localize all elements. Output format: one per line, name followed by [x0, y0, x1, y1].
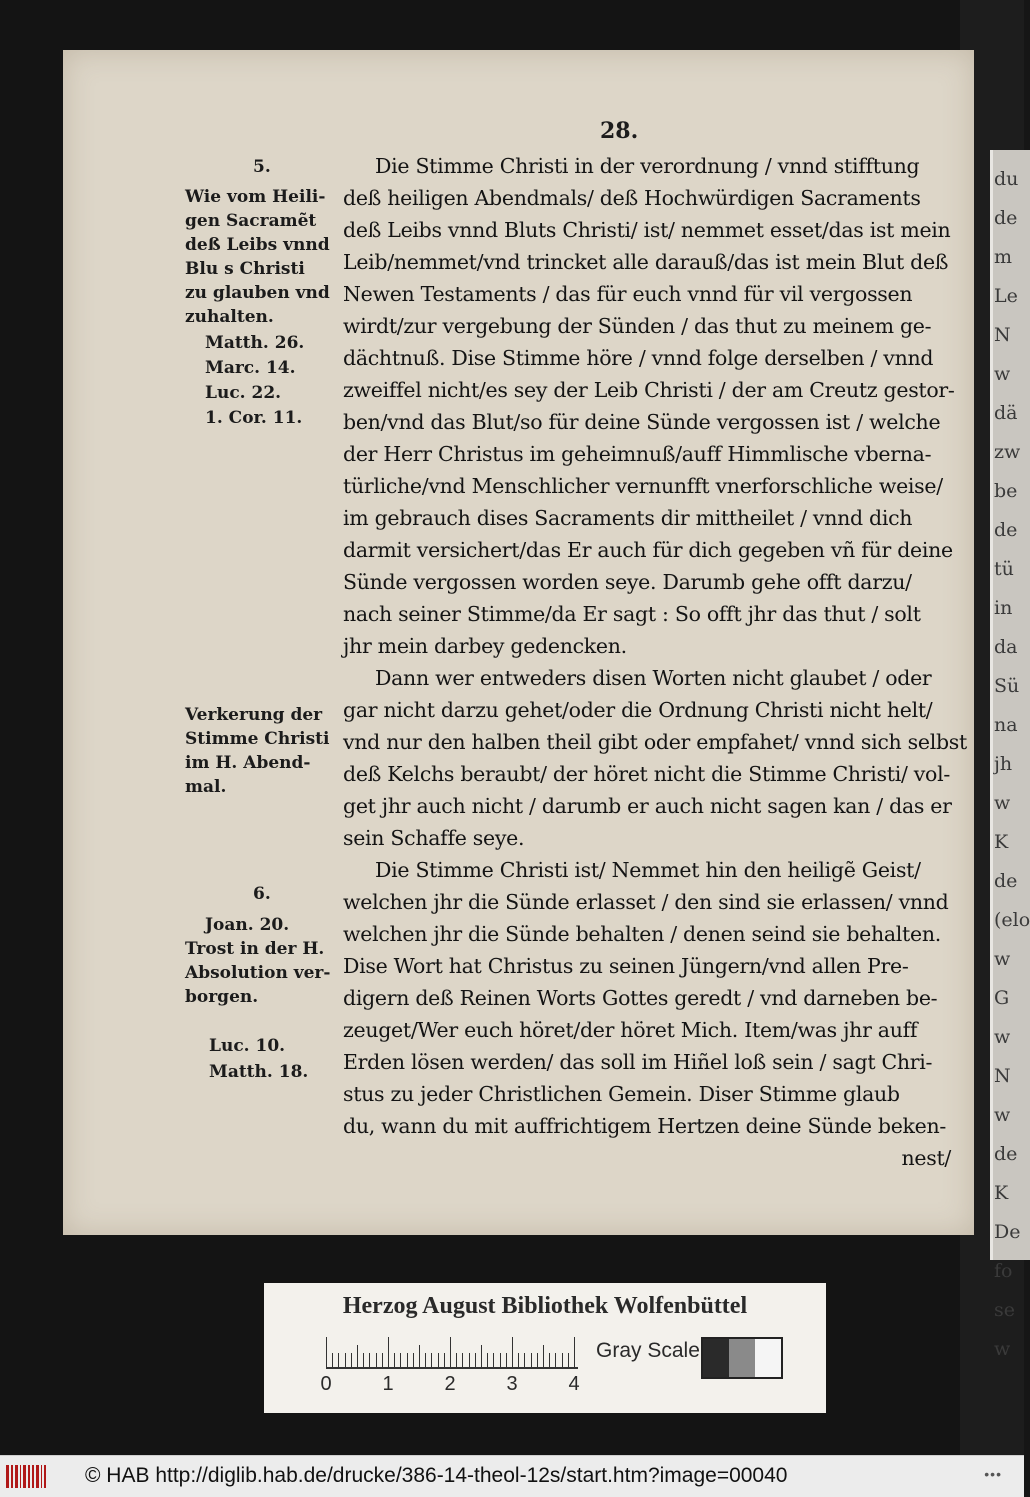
text-line: welchen jhr die Sünde behalten / denen seind sie behalten.	[343, 922, 941, 946]
text-line: der Herr Christus im geheimnuß/auff Himmlische vberna-	[343, 442, 932, 466]
ruler-tick	[382, 1353, 383, 1367]
ruler-tick	[469, 1353, 470, 1367]
margin-note: Verkerung der Stimme Christi im H. Abend- mal.	[185, 705, 330, 797]
next-page-fragment: da	[994, 636, 1018, 658]
next-page-fragment: w	[994, 1104, 1011, 1126]
ruler-tick	[500, 1353, 501, 1367]
margin-note: Wie vom Heili- gen Sacramẽt deß Leibs vnnd Blu s Christi zu glauben vnd zuhalten.	[185, 187, 330, 327]
text-line: ben/vnd das Blut/so für deine Sünde vergossen ist / welche	[343, 410, 941, 434]
next-page-fragment: de	[994, 207, 1018, 229]
next-page-fragment: Sü	[994, 675, 1020, 697]
barcode-bar	[32, 1465, 34, 1488]
margin-note: Joan. 20.	[205, 915, 290, 935]
color-calibration-card	[264, 1283, 826, 1413]
ruler-tick	[543, 1345, 544, 1367]
ruler-tick	[425, 1353, 426, 1367]
ruler-tick	[487, 1353, 488, 1367]
ruler-tick	[531, 1353, 532, 1367]
text-line: Sünde vergossen worden seye. Darumb gehe offt darzu/	[343, 570, 912, 594]
copyright-url[interactable]: © HAB http://diglib.hab.de/drucke/386-14-theol-12s/start.htm?image=00040	[85, 1464, 788, 1487]
barcode-bar	[6, 1465, 9, 1488]
next-page-fragments	[994, 160, 1030, 1369]
page-number: 28.	[600, 118, 639, 144]
scale-number: 4	[568, 1373, 580, 1395]
text-line: deß Leibs vnnd Bluts Christi/ ist/ nemmet esset/das ist mein	[343, 218, 951, 242]
gray-swatch-dark	[703, 1339, 729, 1377]
ruler-tick	[462, 1353, 463, 1367]
ruler-tick	[506, 1353, 507, 1367]
next-page-fragment: be	[994, 480, 1018, 502]
ruler-tick	[369, 1353, 370, 1367]
next-page-fragment: zw	[994, 441, 1021, 463]
text-line: nach seiner Stimme/da Er sagt : So offt jhr das thut / solt	[343, 602, 921, 626]
next-page-fragment: m	[994, 246, 1013, 268]
ruler-tick	[388, 1337, 389, 1367]
barcode-bar	[41, 1465, 42, 1488]
margin-note: 6.	[253, 884, 271, 904]
text-line: Erden lösen werden/ das soll im Hiñel loß sein / sagt Chri-	[343, 1050, 933, 1074]
ruler-tick	[537, 1353, 538, 1367]
text-line: stus zu jeder Christlichen Gemein. Diser Stimme glaub	[343, 1082, 900, 1106]
text-line: deß heiligen Abendmals/ deß Hochwürdigen Sacraments	[343, 186, 921, 210]
ruler-tick	[568, 1353, 569, 1367]
next-page-fragment: K	[994, 1182, 1009, 1204]
ruler-tick	[549, 1353, 550, 1367]
text-line: dächtnuß. Dise Stimme höre / vnnd folge derselben / vnnd	[343, 346, 934, 370]
next-page-fragment: w	[994, 948, 1011, 970]
ruler-tick	[357, 1345, 358, 1367]
next-page-fragment: K	[994, 831, 1009, 853]
gray-scale-swatches	[701, 1337, 783, 1379]
next-page-fragment: N	[994, 324, 1011, 346]
text-line: vnd nur den halben theil gibt oder empfahet/ vnnd sich selbst	[343, 730, 967, 754]
next-page-fragment: Le	[994, 285, 1018, 307]
text-line: welchen jhr die Sünde erlasset / den sind sie erlassen/ vnnd	[343, 890, 949, 914]
library-name: Herzog August Bibliothek Wolfenbüttel	[342, 1293, 748, 1319]
text-line: Die Stimme Christi in der verordnung / vnnd stifftung	[375, 154, 920, 178]
gray-scale-label: Gray Scale	[596, 1339, 700, 1362]
text-line: Newen Testaments / das für euch vnnd für vil vergossen	[343, 282, 913, 306]
ruler-tick	[394, 1353, 395, 1367]
more-icon[interactable]: •••	[984, 1466, 1002, 1482]
barcode-bar	[20, 1465, 21, 1488]
ruler-tick	[518, 1353, 519, 1367]
next-page-fragment: fo	[994, 1260, 1013, 1282]
next-page-fragment: tü	[994, 558, 1014, 580]
scale-number: 1	[382, 1373, 394, 1395]
barcode-bar	[28, 1465, 30, 1488]
text-line: im gebrauch dises Sacraments dir mittheilet / vnnd dich	[343, 506, 913, 530]
scale-ruler	[326, 1335, 578, 1369]
next-page-fragment: De	[994, 1221, 1021, 1243]
text-line: get jhr auch nicht / darumb er auch nicht sagen kan / das er	[343, 794, 952, 818]
text-line: sein Schaffe seye.	[343, 826, 525, 850]
ruler-tick	[524, 1353, 525, 1367]
next-page-fragment: dä	[994, 402, 1018, 424]
next-page-fragment: se	[994, 1299, 1015, 1321]
text-line: gar nicht darzu gehet/oder die Ordnung Christi nicht helt/	[343, 698, 933, 722]
text-line: Dann wer entweders disen Worten nicht glaubet / oder	[375, 666, 932, 690]
text-line: wirdt/zur vergebung der Sünden / das thut zu meinem ge-	[343, 314, 932, 338]
ruler-tick	[338, 1353, 339, 1367]
ruler-tick	[413, 1353, 414, 1367]
ruler-tick	[407, 1353, 408, 1367]
status-bar	[0, 1455, 1024, 1497]
ruler-tick	[481, 1345, 482, 1367]
next-page-fragment: du	[994, 168, 1019, 190]
next-page-fragment: na	[994, 714, 1018, 736]
next-page-fragment: w	[994, 1338, 1011, 1360]
text-line: zeuget/Wer euch höret/der höret Mich. Item/was jhr auff	[343, 1018, 918, 1042]
next-page-fragment: jh	[994, 753, 1013, 775]
text-line: du, wann du mit auffrichtigem Hertzen deine Sünde beken-	[343, 1114, 947, 1138]
text-line: digern deß Reinen Worts Gottes geredt / vnd darneben be-	[343, 986, 938, 1010]
ruler-tick	[562, 1353, 563, 1367]
page-edge-stripe	[990, 150, 993, 1260]
next-page-fragment: G	[994, 987, 1010, 1009]
ruler-tick	[456, 1353, 457, 1367]
barcode-bar	[23, 1465, 26, 1488]
ruler-tick	[326, 1337, 327, 1367]
margin-note: Matth. 26. Marc. 14. Luc. 22. 1. Cor. 11.	[205, 333, 305, 428]
text-line: zweiffel nicht/es sey der Leib Christi / der am Creutz gestor-	[343, 378, 955, 402]
next-page-fragment: N	[994, 1065, 1011, 1087]
barcode-icon	[6, 1465, 46, 1488]
margin-note: Luc. 10. Matth. 18.	[209, 1036, 309, 1082]
next-page-fragment: w	[994, 363, 1011, 385]
margin-note: Trost in der H. Absolution ver- borgen.	[185, 939, 331, 1007]
barcode-bar	[11, 1465, 13, 1488]
ruler-tick	[351, 1353, 352, 1367]
ruler-tick	[400, 1353, 401, 1367]
ruler-tick	[431, 1353, 432, 1367]
ruler-tick	[493, 1353, 494, 1367]
text-line: jhr mein darbey gedencken.	[343, 634, 627, 658]
text-line: deß Kelchs beraubt/ der höret nicht die Stimme Christi/ vol-	[343, 762, 950, 786]
barcode-bar	[36, 1465, 39, 1488]
barcode-bar	[44, 1465, 46, 1488]
scale-number: 0	[320, 1373, 332, 1395]
text-line: darmit versichert/das Er auch für dich gegeben vñ für deine	[343, 538, 953, 562]
ruler-tick	[438, 1353, 439, 1367]
ruler-tick	[475, 1353, 476, 1367]
next-page-fragment: de	[994, 1143, 1018, 1165]
text-line: türliche/vnd Menschlicher vernunfft vnerforschliche weise/	[343, 474, 943, 498]
ruler-tick	[376, 1353, 377, 1367]
ruler-tick	[555, 1353, 556, 1367]
catchword: nest/	[901, 1146, 951, 1170]
gray-swatch-mid	[729, 1339, 755, 1377]
text-line: Leib/nemmet/vnd trincket alle darauß/das ist mein Blut deß	[343, 250, 949, 274]
next-page-fragment: de	[994, 870, 1018, 892]
text-line: Die Stimme Christi ist/ Nemmet hin den heiligẽ Geist/	[375, 858, 921, 882]
next-page-fragment: (elo	[994, 909, 1030, 931]
ruler-tick	[419, 1345, 420, 1367]
text-line: Dise Wort hat Christus zu seinen Jüngern/vnd allen Pre-	[343, 954, 909, 978]
ruler-tick	[363, 1353, 364, 1367]
gray-swatch-light	[755, 1339, 781, 1377]
scale-number: 2	[444, 1373, 456, 1395]
next-page-fragment: w	[994, 1026, 1011, 1048]
next-page-edge	[990, 150, 1030, 1360]
ruler-tick	[574, 1337, 575, 1367]
barcode-bar	[15, 1465, 18, 1488]
ruler-tick	[345, 1353, 346, 1367]
ruler-tick	[444, 1353, 445, 1367]
ruler-tick	[332, 1353, 333, 1367]
next-page-fragment: de	[994, 519, 1018, 541]
book-page	[63, 50, 974, 1235]
scale-number: 3	[506, 1373, 518, 1395]
next-page-fragment: w	[994, 792, 1011, 814]
margin-note: 5.	[253, 157, 271, 177]
ruler-tick	[512, 1337, 513, 1367]
ruler-tick	[450, 1337, 451, 1367]
next-page-fragment: in	[994, 597, 1013, 619]
